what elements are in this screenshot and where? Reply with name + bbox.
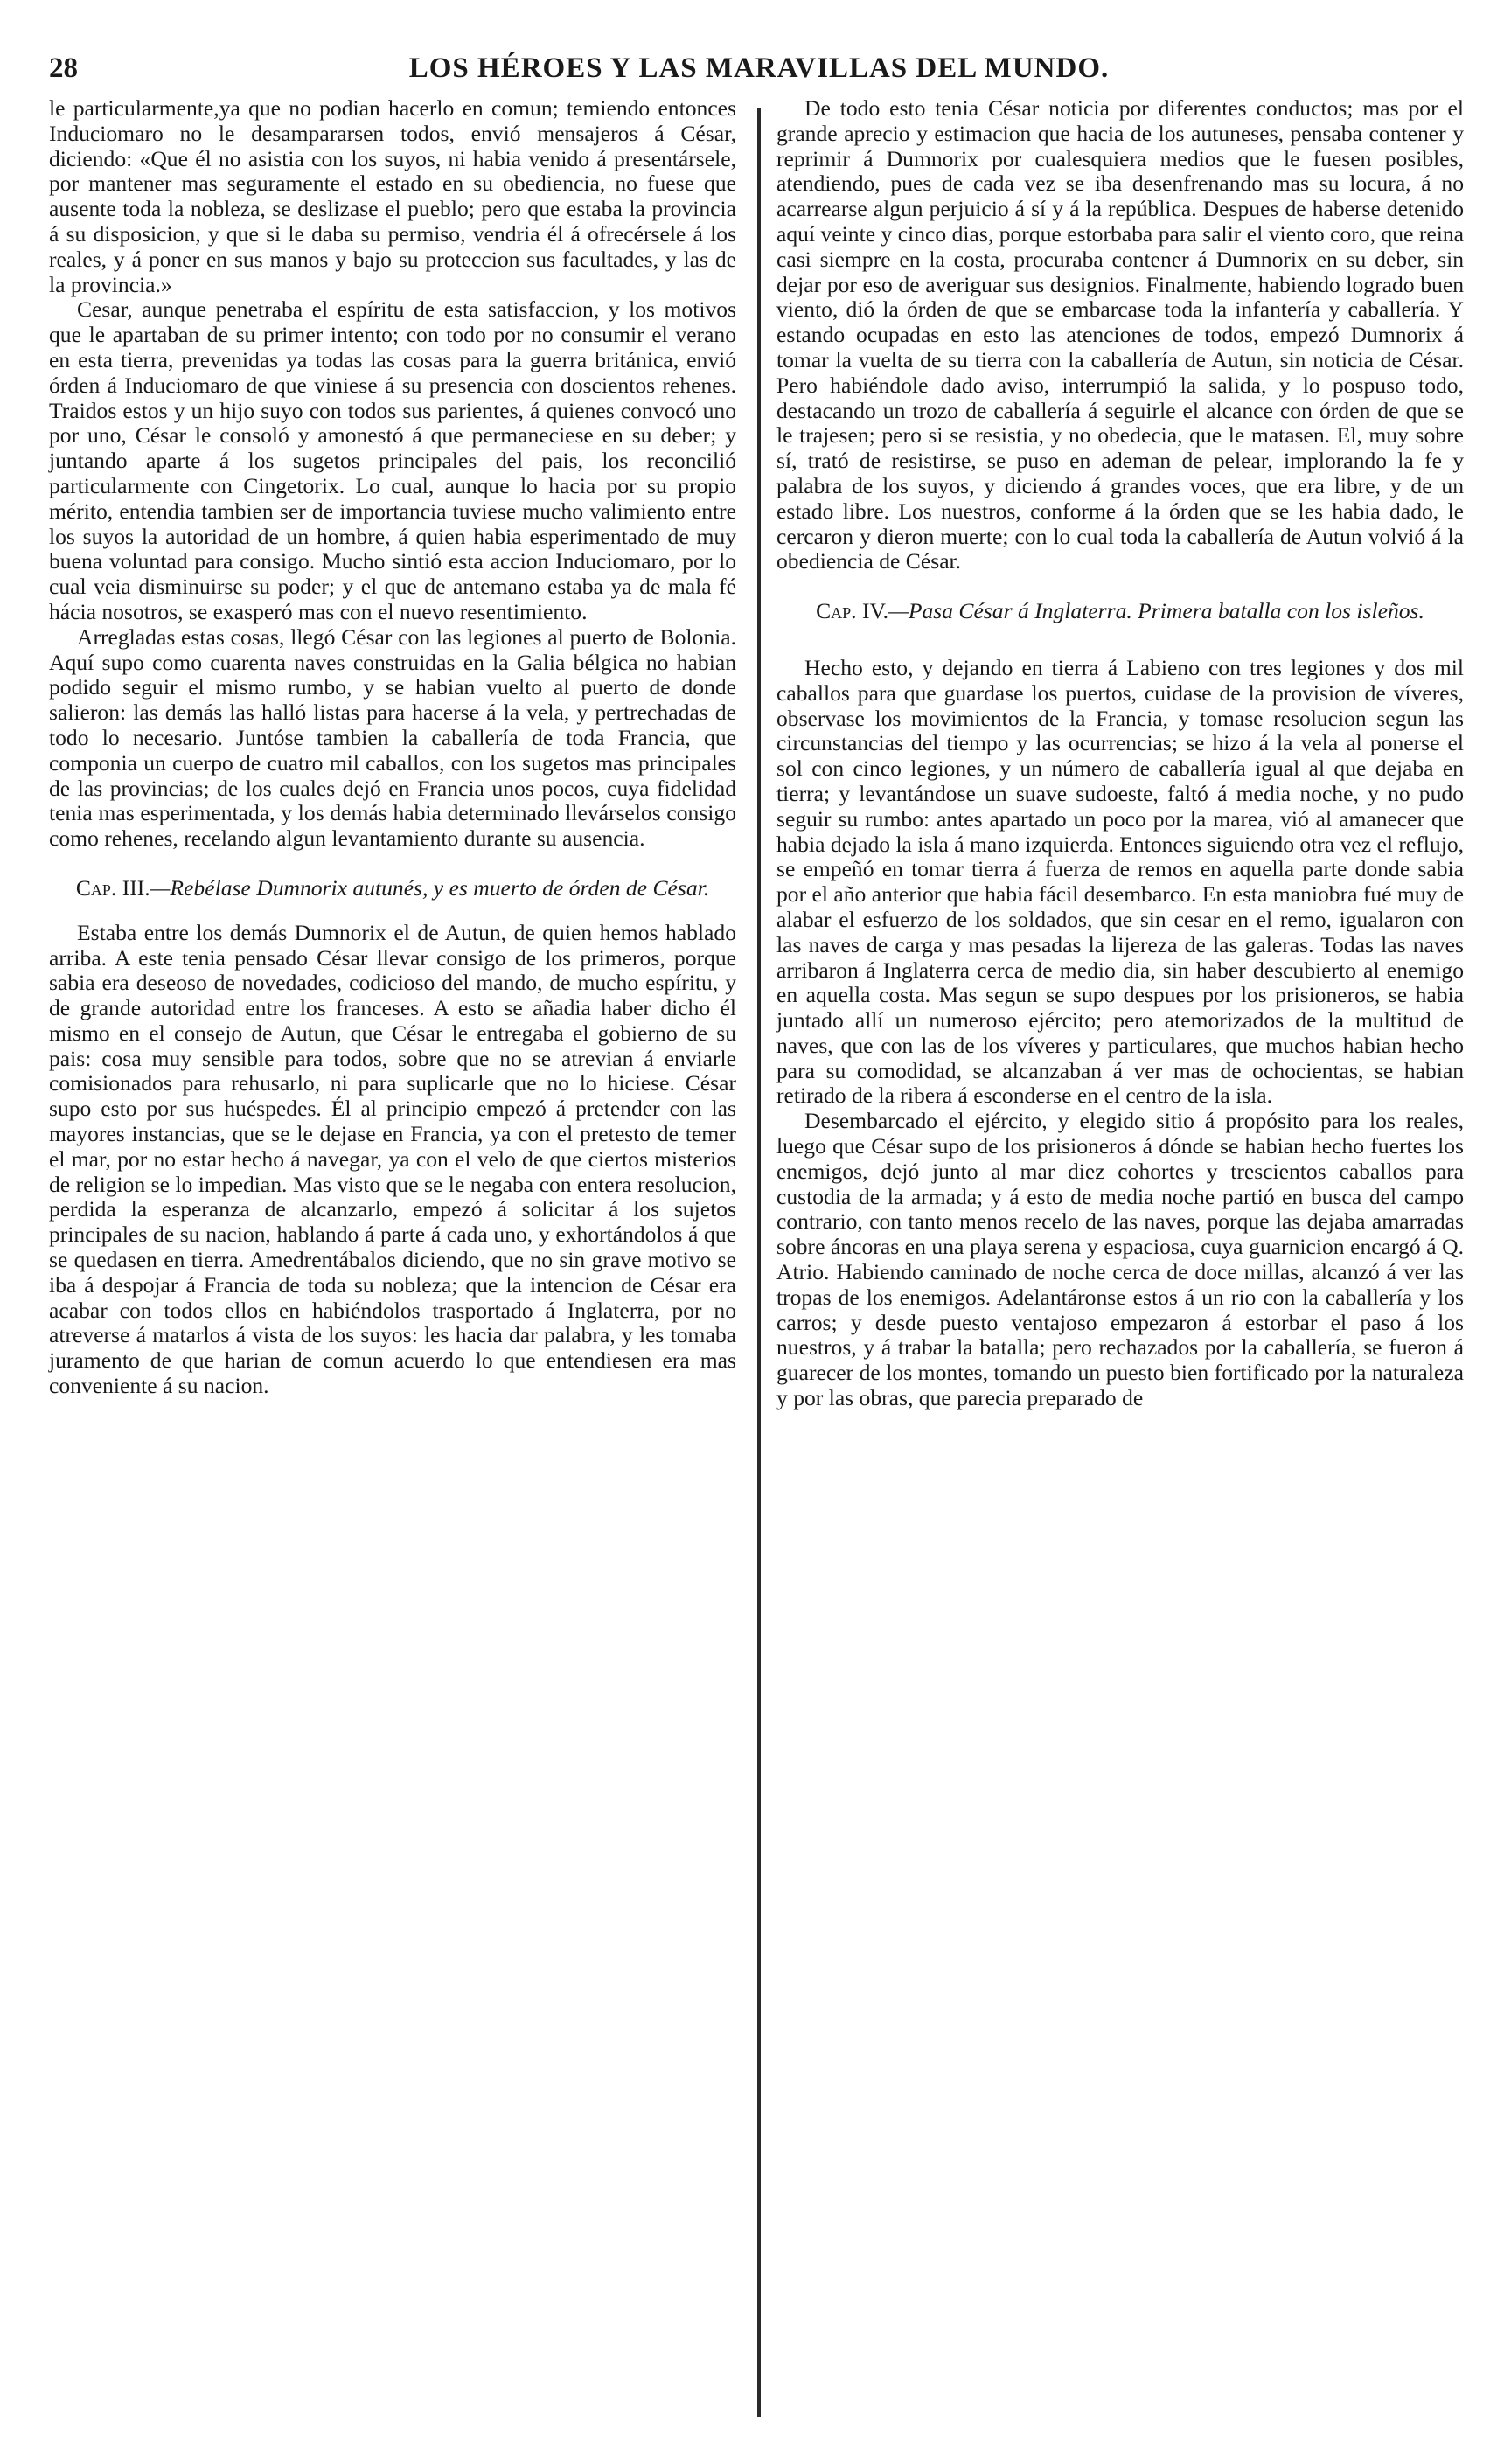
page-header — [49, 44, 1469, 93]
paragraph: Arregladas estas cosas, llegó César con las legiones al puerto de Bolonia. Aquí supo como cuarenta naves construidas en la Galia bélgica no habian podido seguir el mismo rumbo, y se habian vuelto al puerto de donde salieron: las demás las halló listas para hacerse á la vela, y pertrechadas de todo lo necesario. Juntóse tambien la caballería de toda Francia, que componia un cuerpo de cuatro mil caballos, con los sugetos mas principales de las provincias; de los cuales dejó en Francia unos pocos, cuya fidelidad tenia mas esperimentada, y los demás habia determinado llevárselos consigo como rehenes, recelando algun levantamiento durante su ausencia. — [49, 623, 736, 852]
paragraph: Cesar, aunque penetraba el espíritu de esta satisfaccion, y los motivos que le apartaban de su primer intento; con todo por no consumir el verano en esta tierra, prevenidas ya todas las cosas para la guerra británica, envió órden á Induciomaro de que viniese á su presencia con doscientos rehenes. Traidos estos y un hijo suyo con todos sus parientes, á quienes convocó uno por uno, César le consoló y amonestó á que permaneciese en su deber; y juntando aparte á los sugetos principales del pais, los reconcilió particularmente con Cingetorix. Lo cual, aunque lo hacia por su propio mérito, entendia tambien ser de importancia tuviese mucho valimiento entre los suyos la autoridad de un hombre, á quien habia esperimentado de muy buena voluntad para consigo. Mucho sintió esta accion Induciomaro, por lo cual veia disminuirse su poder; y el que de antemano estaba ya de mala fé hácia nosotros, se exasperó mas con el nuevo resentimiento. — [49, 296, 736, 624]
paragraph: Hecho esto, y dejando en tierra á Labieno con tres legiones y dos mil caballos para que guardase los puertos, cuidase de la provision de víveres, observase los movimientos de la Francia, y tomase resolucion segun las circunstancias del tiempo y las ocurrencias; se hizo á la vela al ponerse el sol con cinco legiones, y un número de caballería igual al que dejaba en tierra; y levantándose un suave sudoeste, faltó á media noche, y no pudo seguir su rumbo: antes apartado un poco por la marea, vió al amanecer que habia dejado la isla á mano izquierda. Entonces siguiendo otra vez el reflujo, se empeñó en tomar tierra á fuerza de remos en aquella parte donde sabia por el año anterior que habia fácil desembarco. En esta maniobra fué muy de alabar el esfuerzo de los soldados, que sin cesar en el remo, igualaron con las naves de carga y mas pesadas la lijereza de las galeras. Todas las naves arribaron á Inglaterra cerca de medio dia, sin haber descubierto al enemigo en aquella costa. Mas segun se supo despues por los prisioneros, se habia juntado allí un numeroso ejército; pero atemorizados de la multitud de naves, que con las de los víveres y particulares, que muchos habian hecho para su comodidad, se alcanzaban á ver mas de ochocientas, se habian retirado de la ribera á esconderse en el centro de la isla. — [776, 654, 1465, 1109]
chapter-title: —Pasa César á Inglaterra. Primera batalla con los isleños. — [888, 598, 1424, 624]
left-column — [49, 96, 736, 1399]
chapter-label: Cap. IV. — [816, 598, 889, 624]
paragraph: De todo esto tenia César noticia por diferentes conductos; mas por el grande aprecio y estimacion que hacia de los autuneses, pensaba contener y reprimir á Dumnorix por cualesquiera medios que le fuesen posibles, atendiendo, pues de cada vez se iba desenfrenando mas su locura, á no acarrearse algun perjuicio á sí y á la república. Despues de haberse detenido aquí veinte y cinco dias, porque estorbaba para salir el viento coro, que reina casi siempre en la costa, procuraba contener á Dumnorix en su deber, sin dejar por eso de averiguar sus designios. Finalmente, habiendo logrado buen viento, dió la órden de que se embarcase toda la infantería y caballería. Y estando ocupadas en esto las atenciones de todos, empezó Dumnorix á tomar la vuelta de su tierra con la caballería de Autun, sin noticia de César. Pero habiéndole dado aviso, interrumpió la salida, y lo pospuso todo, destacando un trozo de caballería á seguirle el alcance con órden de que se le trajesen; pero si se resistia, y no obedecia, que le matasen. El, muy sobre sí, trató de resistirse, se puso en ademan de pelear, implorando la fe y palabra de los suyos, y diciendo á grandes voces, que era libre, y de un estado libre. Los nuestros, conforme á la órden que se les habia dado, le cercaron y dieron muerte; con lo cual toda la caballería de Autun volvió á la obediencia de César. — [776, 95, 1464, 574]
spacer — [776, 644, 1464, 656]
page-number: 28 — [49, 52, 78, 84]
column-divider — [757, 108, 761, 2417]
chapter-heading — [49, 876, 736, 901]
chapter-label: Cap. III. — [75, 874, 150, 901]
paragraph: le particularmente,ya que no podian hacerlo en comun; temiendo entonces Induciomaro no le desampararsen todos, envió mensajeros á César, diciendo: «Que él no asistia con los suyos, ni habia venido á presentársele, por mantener mas seguramente el estado en su obediencia, no fuese que ausente toda la nobleza, se deslizase el pueblo; pero que estaba la provincia á su disposicion, y que si le daba su permiso, vendria él á ofrecérsele á los reales, y á poner en sus manos y bajo su proteccion sus facultades, y las de la provincia.» — [49, 95, 736, 297]
right-column — [776, 96, 1464, 1411]
chapter-title: —Rebélase Dumnorix autunés, y es muerto de órden de César. — [150, 874, 710, 901]
chapter-heading — [776, 599, 1464, 624]
paragraph: Desembarcado el ejército, y elegido sitio á propósito para los reales, luego que César supo de los prisioneros á dónde se habian hecho fuertes los enemigos, dejó junto al mar diez cohortes y trescientos caballos para custodia de la armada; y á esto de media noche partió en busca del campo contrario, con tanto menos recelo de las naves, porque las dejaba amarradas sobre áncoras en una playa serena y espaciosa, cuya guarnicion encargó á Q. Atrio. Habiendo caminado de noche cerca de doce millas, alcanzó á ver las tropas de los enemigos. Adelantáronse estos á un rio con la caballería y los carros; y desde puesto ventajoso empezaron á estorbar el paso á los nuestros, y á trabar la batalla; pero rechazados por la caballería, se fueron á guarecer de los montes, tomando un puesto bien fortificado por la naturaleza y por las obras, que parecia preparado de — [776, 1108, 1464, 1411]
paragraph: Estaba entre los demás Dumnorix el de Autun, de quien hemos hablado arriba. A este tenia pensado César llevar consigo de los primeros, porque sabia era deseoso de novedades, codicioso del mando, de mucho espíritu, y de grande autoridad entre los franceses. A esto se añadia haber dicho él mismo en el consejo de Autun, que César le entregaba el gobierno de su pais: cosa muy sensible para todos, sobre que no se atrevian á enviarle comisionados para rehusarlo, ni para suplicarle que no lo hiciese. César supo esto por sus huéspedes. Él al principio empezó á pretender con las mayores instancias, que se le dejase en Francia, ya con el pretesto de temer el mar, por no estar hecho á navegar, ya con el velo de que ciertos misterios de religion se lo impedian. Mas visto que se le negaba con entera resolucion, perdida la esperanza de alcanzarlo, empezó á solicitar á los sujetos principales de su nacion, hablando á parte á cada uno, y exhortándolos á que se quedasen en tierra. Amedrentábalos diciendo, que no sin grave motivo se iba á despojar á Francia de toda su nobleza; que la intencion de César era acabar con todos ellos en habiéndolos trasportado á Inglaterra, por no atreverse á matarlos á vista de los suyos: les hacia dar palabra, y les tomaba juramento de que harian de comun acuerdo lo que entendiesen era mas conveniente á su nacion. — [49, 919, 736, 1399]
running-title: LOS HÉROES Y LAS MARAVILLAS DEL MUNDO. — [408, 52, 1110, 84]
